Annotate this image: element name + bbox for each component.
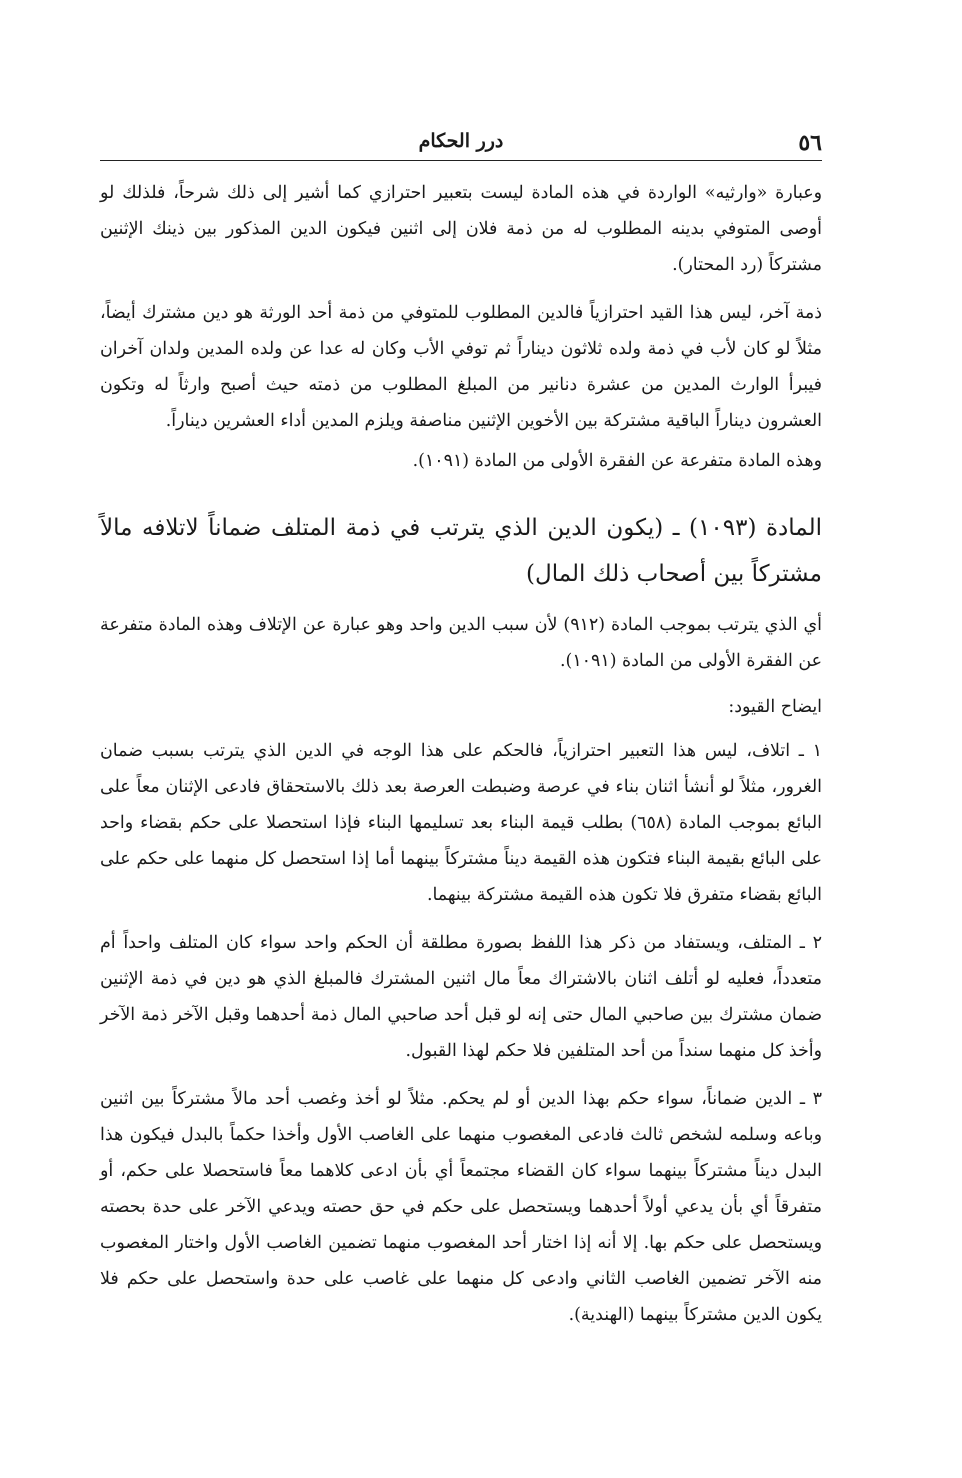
paragraph-other-debtor: ذمة آخر، ليس هذا القيد احترازياً فالدين المطلوب للمتوفي من ذمة أحد الورثة هو دين مشترك أيضاً، مثلاً لو كان لأب في ذمة ولده ثلاثون ديناراً ثم توفي الأب وكان له عدا عن ولده المدين ولدان آخران فيبرأ الوارث المدين من عشرة دنانير من المبلغ المطلوب من ذمته حيث أصبح وارثاً له وتكون العشرون ديناراً الباقية مشتركة بين الأخوين الإثنين مناصفة ويلزم المدين أداء العشرين ديناراً. xyxy=(100,303,822,431)
paragraph-constraint-1: ١ ـ اتلاف، ليس هذا التعبير احترازياً، فالحكم على هذا الوجه في الدين الذي يترتب بسبب ضمان الغرور، مثلاً لو أنشأ اثنان بناء في عرصة وضبطت العرصة بعد ذلك بالاستحقاق فادعى الإثنان معاً على البائع بموجب المادة (٦٥٨) بطلب قيمة البناء بعد تسليمها البناء فإذا استحصلا على حكم بقضاء واحد على البائع بقيمة البناء فتكون هذه القيمة ديناً مشتركاً بينهما أما إذا استحصل كل منهما على حكم على البائع بقضاء متفرق فلا تكون هذه القيمة مشتركة بينهما. xyxy=(100,741,823,905)
paragraph-wording-note: وعبارة «وارثيه» الواردة في هذه المادة ليست بتعبير احترازي كما أشير إلى ذلك شرحاً، فلذلك لو أوصى المتوفي بدينه المطلوب له من ذمة فلان إلى اثنين فيكون الدين المذكور بين ذينك الإثنين مشتركاً (رد المحتار). xyxy=(100,183,822,275)
article-heading: المادة (١٠٩٣) ـ (يكون الدين الذي يترتب في ذمة المتلف ضماناً لاتلافه مالاً مشتركاً بين أصحاب ذلك المال) xyxy=(100,515,823,587)
document-page xyxy=(100,128,822,1333)
page-header xyxy=(100,128,822,158)
page-number: ٥٦ xyxy=(798,130,822,156)
running-title: درر الحكام xyxy=(418,130,504,152)
header-rule xyxy=(100,160,822,161)
constraints-subheading: ايضاح القيود: xyxy=(728,697,822,717)
paragraph-constraint-3: ٣ ـ الدين ضماناً، سواء حكم بهذا الدين أو لم يحكم. مثلاً لو أخذ وغصب أحد مالاً مشتركاً بين اثنين وباعه وسلمه لشخص ثالث فادعى المغصوب منهما على الغاصب الأول وأخذا حكماً بالبدل فيكون هذا البدل ديناً مشتركاً بينهما سواء كان القضاء مجتمعاً أي بأن ادعى كلاهما معاً فاستحصلا على حكم، أو متفرقاً أي بأن يدعي أولاً أحدهما ويستحصل على حكم في حق حصته ويدعي الآخر على حدة بحصته ويستحصل على حكم بها. إلا أنه إذا اختار أحد المغصوب منهما تضمين الغاصب الأول واختار المغصوب منه الآخر تضمين الغاصب الثاني وادعى كل منهما على غاصب على حدة واستحصل على حكم فلا يكون الدين مشتركاً بينهما (الهندية). xyxy=(100,1089,822,1325)
paragraph-derivation-note: وهذه المادة متفرعة عن الفقرة الأولى من المادة (١٠٩١). xyxy=(412,451,822,471)
paragraph-constraint-2: ٢ ـ المتلف، ويستفاد من ذكر هذا اللفظ بصورة مطلقة أن الحكم واحد سواء كان المتلف واحداً أم متعدداً، فعليه لو أتلف اثنان بالاشتراك معاً مال اثنين المشترك فالمبلغ الذي هو دين في ذمة الإثنين ضمان مشترك بين صاحبي المال حتى إنه لو قبل أحد صاحبي المال ذمة أحدهما وقبل الآخر ذمة الآخر وأخذ كل منهما سنداً من أحد المتلفين فلا حكم لهذا القبول. xyxy=(100,933,822,1061)
paragraph-article-explanation: أي الذي يترتب بموجب المادة (٩١٢) لأن سبب الدين واحد وهو عبارة عن الإتلاف وهذه المادة متفرعة عن الفقرة الأولى من المادة (١٠٩١). xyxy=(100,615,822,671)
